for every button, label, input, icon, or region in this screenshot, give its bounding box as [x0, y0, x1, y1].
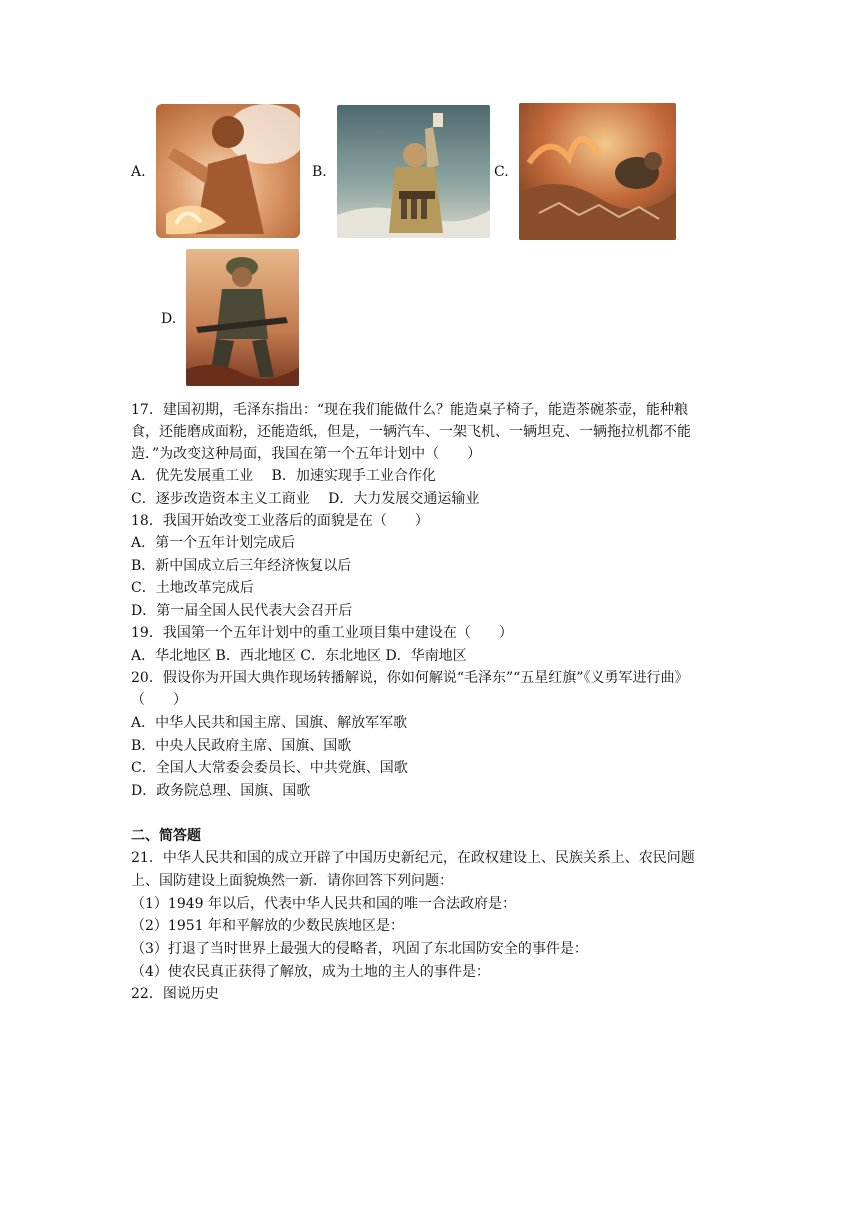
question-18-option-b: B．新中国成立后三年经济恢复以后	[131, 558, 352, 574]
option-b-image	[337, 105, 490, 238]
question-21-part-3: （3）打退了当时世界上最强大的侵略者，巩固了东北国防安全的事件是：	[131, 941, 588, 957]
option-a-label: A.	[131, 164, 146, 180]
question-18-option-d: D．第一届全国人民代表大会召开后	[131, 603, 353, 619]
question-18-stem: 18．我国开始改变工业落后的面貌是在（ ）	[131, 513, 429, 529]
question-19-stem: 19．我国第一个五年计划中的重工业项目集中建设在（ ）	[131, 625, 513, 641]
question-17-options-cd: C．逐步改造资本主义工商业 D．大力发展交通运输业	[131, 491, 480, 507]
question-21-line-1: 21．中华人民共和国的成立开辟了中国历史新纪元，在政权建设上、民族关系上、农民问题	[131, 850, 695, 866]
question-20-option-a: A．中华人民共和国主席、国旗、解放军军歌	[131, 715, 408, 731]
question-19-options: A．华北地区 B．西北地区 C．东北地区 D．华南地区	[131, 648, 467, 664]
question-20-option-d: D．政务院总理、国旗、国歌	[131, 783, 311, 799]
question-21-part-1: （1）1949 年以后，代表中华人民共和国的唯一合法政府是：	[131, 896, 516, 912]
question-22-stem: 22．图说历史	[131, 986, 219, 1002]
section-2-title: 二、简答题	[131, 828, 201, 844]
question-18-option-a: A．第一个五年计划完成后	[131, 535, 296, 551]
question-17-line-2: 食，还能磨成面粉，还能造纸，但是，一辆汽车、一架飞机、一辆坦克、一辆拖拉机都不能	[131, 424, 691, 440]
question-20-line-1: 20．假设你为开国大典作现场转播解说，你如何解说“毛泽东”“五星红旗”《义勇军进行曲》	[131, 670, 689, 686]
option-c-image	[519, 103, 676, 240]
question-17-line-1: 17．建国初期，毛泽东指出：“现在我们能做什么？能造桌子椅子，能造茶碗茶壶，能种粮	[131, 402, 688, 418]
question-18-option-c: C．土地改革完成后	[131, 580, 254, 596]
option-d-label: D.	[161, 311, 177, 327]
option-c-label: C.	[494, 164, 509, 180]
question-21-part-2: （2）1951 年和平解放的少数民族地区是：	[131, 918, 404, 934]
option-b-label: B.	[312, 164, 327, 180]
question-21-part-4: （4）使农民真正获得了解放，成为土地的主人的事件是：	[131, 964, 490, 980]
question-20-option-c: C．全国人大常委会委员长、中共党旗、国歌	[131, 760, 408, 776]
option-a-image	[156, 104, 300, 238]
question-21-line-2: 上、国防建设上面貌焕然一新．请你回答下列问题：	[131, 873, 453, 889]
option-d-image	[186, 249, 299, 386]
question-17-line-3: 造．”为改变这种局面，我国在第一个五年计划中（ ）	[131, 446, 482, 462]
question-20-option-b: B．中央人民政府主席、国旗、国歌	[131, 738, 352, 754]
question-20-line-2: （ ）	[131, 692, 187, 708]
question-17-options-ab: A．优先发展重工业 B．加速实现手工业合作化	[131, 468, 436, 484]
